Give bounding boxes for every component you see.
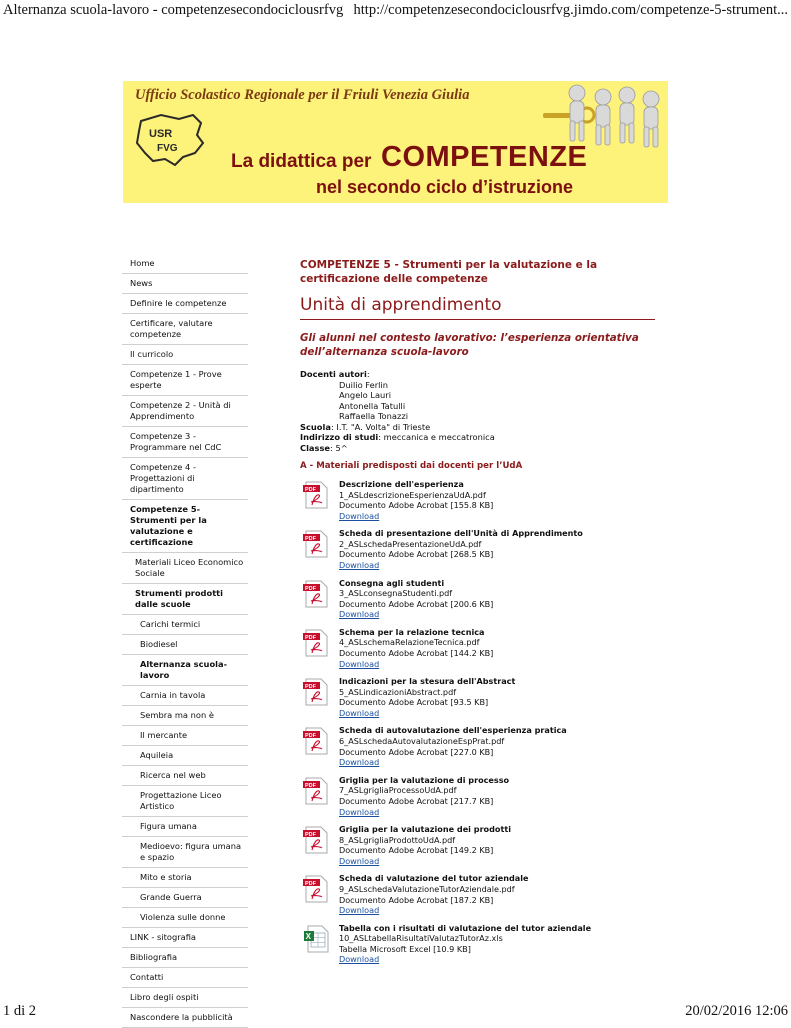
file-name: 7_ASLgrigliaProcessoUdA.pdf — [339, 785, 457, 796]
print-header-url: http://competenzesecondociclousrfvg.jimdo.com/competenze-5-strument... — [353, 2, 788, 18]
sidebar-item[interactable]: Carnia in tavola — [122, 686, 248, 706]
file-title: Scheda di presentazione dell'Unità di Apprendimento — [339, 528, 583, 539]
file-info: Documento Adobe Acrobat [187.2 KB] — [339, 894, 494, 905]
file-name: 2_ASLschedaPresentazioneUdA.pdf — [339, 538, 482, 549]
sidebar-item[interactable]: Competenze 1 - Prove esperte — [122, 365, 248, 396]
authors-list — [300, 380, 655, 422]
pdf-icon[interactable] — [302, 580, 330, 608]
download-link[interactable]: Download — [339, 905, 380, 916]
file-entry — [300, 725, 655, 774]
document-metadata: Docenti autori: Duilio Ferlin Angelo Lauri Antonella Tatulli Raffaella Tonazzi Scuola: I.T. "A. Volta" di Trieste Indirizzo di studi: meccanica e meccatronica Classe: 5^ — [300, 369, 655, 453]
file-name: 1_ASLdescrizioneEsperienzaUdA.pdf — [339, 489, 486, 500]
file-info: Documento Adobe Acrobat [149.2 KB] — [339, 845, 494, 856]
svg-text:USR: USR — [149, 128, 173, 140]
file-title: Griglia per la valutazione dei prodotti — [339, 824, 511, 835]
fvg-map-logo — [131, 109, 209, 169]
file-title: Griglia per la valutazione di processo — [339, 774, 510, 785]
svg-text:X: X — [305, 931, 311, 941]
file-title: Descrizione dell'esperienza — [339, 479, 464, 489]
file-name: 3_ASLconsegnaStudenti.pdf — [339, 588, 453, 599]
pdf-icon[interactable] — [302, 481, 330, 509]
print-timestamp: 20/02/2016 12:06 — [685, 1003, 788, 1019]
page-intro: Gli alunni nel contesto lavorativo: l’esperienza orientativa dell’alternanza scuola-lavoro — [300, 332, 639, 358]
svg-text:PDF: PDF — [305, 733, 316, 740]
author-name: Duilio Ferlin — [339, 379, 388, 390]
sidebar-navigation — [122, 254, 248, 1028]
classe-value: 5^ — [335, 442, 348, 453]
pdf-icon[interactable] — [302, 875, 330, 903]
download-link[interactable]: Download — [339, 510, 380, 521]
sidebar-item[interactable]: Il curricolo — [122, 345, 248, 365]
download-link[interactable]: Download — [339, 560, 380, 571]
print-header-title: Alternanza scuola-lavoro - competenzesecondociclousrfvg — [3, 2, 344, 18]
file-entry — [300, 775, 655, 824]
file-title: Consegna agli studenti — [339, 577, 445, 588]
file-entry — [300, 528, 655, 577]
sidebar-item[interactable]: Alternanza scuola-lavoro — [122, 655, 248, 686]
file-info: Tabella Microsoft Excel [10.9 KB] — [339, 943, 471, 954]
file-name: 8_ASLgrigliaProdottoUdA.pdf — [339, 834, 456, 845]
sidebar-item[interactable]: Competenze 3 - Programmare nel CdC — [122, 427, 248, 458]
sidebar-item[interactable]: Competenze 2 - Unità di Apprendimento — [122, 396, 248, 427]
sidebar-item[interactable]: Mito e storia — [122, 868, 248, 888]
svg-text:PDF: PDF — [305, 684, 316, 691]
svg-text:PDF: PDF — [305, 487, 316, 493]
sidebar-item[interactable]: LINK - sitografia — [122, 928, 248, 948]
scuola-value: I.T. "A. Volta" di Trieste — [336, 421, 431, 432]
file-info: Documento Adobe Acrobat [155.8 KB] — [339, 500, 494, 511]
file-info: Documento Adobe Acrobat [93.5 KB] — [339, 697, 489, 708]
file-info: Documento Adobe Acrobat [200.6 KB] — [339, 598, 494, 609]
sidebar-item[interactable]: Biodiesel — [122, 635, 248, 655]
pdf-icon[interactable] — [302, 629, 330, 657]
pdf-icon[interactable] — [302, 678, 330, 706]
file-info: Documento Adobe Acrobat [217.7 KB] — [339, 795, 494, 806]
authors-label: Docenti autori — [300, 369, 367, 379]
scuola-label: Scuola — [300, 421, 331, 432]
pdf-icon[interactable] — [302, 727, 330, 755]
file-title: Indicazioni per la stesura dell'Abstract — [339, 676, 516, 687]
site-banner[interactable] — [123, 81, 668, 203]
svg-text:PDF: PDF — [305, 881, 316, 888]
indirizzo-label: Indirizzo di studi — [300, 432, 379, 442]
file-name: 9_ASLschedaValutazioneTutorAziendale.pdf — [339, 883, 515, 894]
svg-text:PDF: PDF — [305, 536, 316, 543]
file-entry — [300, 578, 655, 627]
banner-office: Ufficio Scolastico Regionale per il Friuli Venezia Giulia — [135, 87, 470, 103]
file-name: 5_ASLindicazioniAbstract.pdf — [339, 686, 457, 697]
sidebar-item[interactable]: Grande Guerra — [122, 888, 248, 908]
author-name: Angelo Lauri — [339, 390, 392, 400]
file-entry — [300, 627, 655, 676]
file-entry — [300, 824, 655, 873]
sidebar-item[interactable]: News — [122, 274, 248, 294]
svg-text:PDF: PDF — [305, 782, 316, 789]
svg-text:FVG: FVG — [157, 143, 178, 154]
sidebar-item[interactable]: Contatti — [122, 968, 248, 988]
sidebar-item[interactable]: Progettazione Liceo Artistico — [122, 786, 248, 817]
download-link[interactable]: Download — [339, 954, 380, 965]
sidebar-item[interactable]: Carichi termici — [122, 615, 248, 635]
sidebar-item[interactable]: Aquileia — [122, 746, 248, 766]
author-name: Raffaella Tonazzi — [339, 411, 408, 421]
print-page-number: 1 di 2 — [3, 1003, 37, 1019]
sidebar-item[interactable]: Il mercante — [122, 726, 248, 746]
people-key-illustration — [543, 83, 668, 153]
download-link[interactable]: Download — [339, 609, 380, 620]
banner-subtitle: nel secondo ciclo d’istruzione — [316, 177, 574, 197]
excel-icon[interactable] — [302, 925, 330, 953]
sidebar-item[interactable]: Certificare, valutare competenze — [122, 314, 248, 345]
pdf-icon[interactable] — [302, 777, 330, 805]
file-name: 4_ASLschemaRelazioneTecnica.pdf — [339, 637, 480, 648]
sidebar-item[interactable]: Medioevo: figura umana e spazio — [122, 837, 248, 868]
pdf-icon[interactable] — [302, 826, 330, 854]
file-title: Schema per la relazione tecnica — [339, 626, 485, 637]
indirizzo-value: meccanica e meccatronica — [383, 432, 495, 442]
sidebar-item[interactable]: Figura umana — [122, 817, 248, 837]
file-entry — [300, 923, 655, 972]
download-link[interactable]: Download — [339, 855, 380, 866]
banner-title-prefix: La didattica per — [231, 151, 372, 172]
sidebar-item[interactable]: Competenze 4 - Progettazioni di dipartimento — [122, 458, 248, 500]
pdf-icon[interactable] — [302, 530, 330, 558]
sidebar-item[interactable]: Competenze 5- Strumenti per la valutazione e certificazione — [122, 500, 248, 553]
sidebar-item[interactable]: Definire le competenze — [122, 294, 248, 314]
file-list — [300, 479, 655, 972]
sidebar-item[interactable]: Sembra ma non è — [122, 706, 248, 726]
banner-title-main: COMPETENZE — [381, 141, 588, 173]
file-title: Scheda di autovalutazione dell'esperienza pratica — [339, 725, 567, 736]
classe-label: Classe — [300, 442, 331, 453]
page-breadcrumb: COMPETENZE 5 - Strumenti per la valutazione e la certificazione delle competenze — [300, 259, 598, 285]
sidebar-item[interactable]: Libro degli ospiti — [122, 988, 248, 1008]
sidebar-item[interactable]: Home — [122, 254, 248, 274]
file-entry — [300, 676, 655, 725]
file-info: Documento Adobe Acrobat [268.5 KB] — [339, 549, 494, 560]
sidebar-item[interactable]: Violenza sulle donne — [122, 908, 248, 928]
section-heading-a: A - Materiali predisposti dai docenti per l’UdA — [300, 461, 523, 471]
svg-text:PDF: PDF — [305, 634, 316, 641]
download-link[interactable]: Download — [339, 806, 380, 817]
sidebar-item[interactable]: Ricerca nel web — [122, 766, 248, 786]
sidebar-item[interactable]: Strumenti prodotti dalle scuole — [122, 584, 248, 615]
file-name: 10_ASLtabellaRisultatiValutazTutorAz.xls — [339, 933, 503, 944]
author-name: Antonella Tatulli — [339, 400, 406, 411]
sidebar-item[interactable]: Nascondere la pubblicità — [122, 1008, 248, 1028]
main-content — [300, 258, 655, 972]
svg-text:PDF: PDF — [305, 832, 316, 839]
file-title: Tabella con i risultati di valutazione del tutor aziendale — [339, 922, 592, 933]
file-title: Scheda di valutazione del tutor aziendale — [339, 873, 529, 884]
print-header — [3, 2, 788, 20]
print-footer — [3, 1003, 788, 1021]
download-link[interactable]: Download — [339, 757, 380, 768]
download-link[interactable]: Download — [339, 707, 380, 718]
sidebar-item[interactable]: Materiali Liceo Economico Sociale — [122, 553, 248, 584]
file-info: Documento Adobe Acrobat [227.0 KB] — [339, 746, 494, 757]
download-link[interactable]: Download — [339, 658, 380, 669]
file-entry — [300, 479, 655, 528]
file-entry — [300, 873, 655, 922]
file-name: 6_ASLschedaAutovalutazioneEspPrat.pdf — [339, 736, 505, 747]
sidebar-item[interactable]: Bibliografia — [122, 948, 248, 968]
file-info: Documento Adobe Acrobat [144.2 KB] — [339, 648, 494, 659]
page-title: Unità di apprendimento — [300, 295, 655, 320]
svg-text:PDF: PDF — [305, 585, 316, 592]
